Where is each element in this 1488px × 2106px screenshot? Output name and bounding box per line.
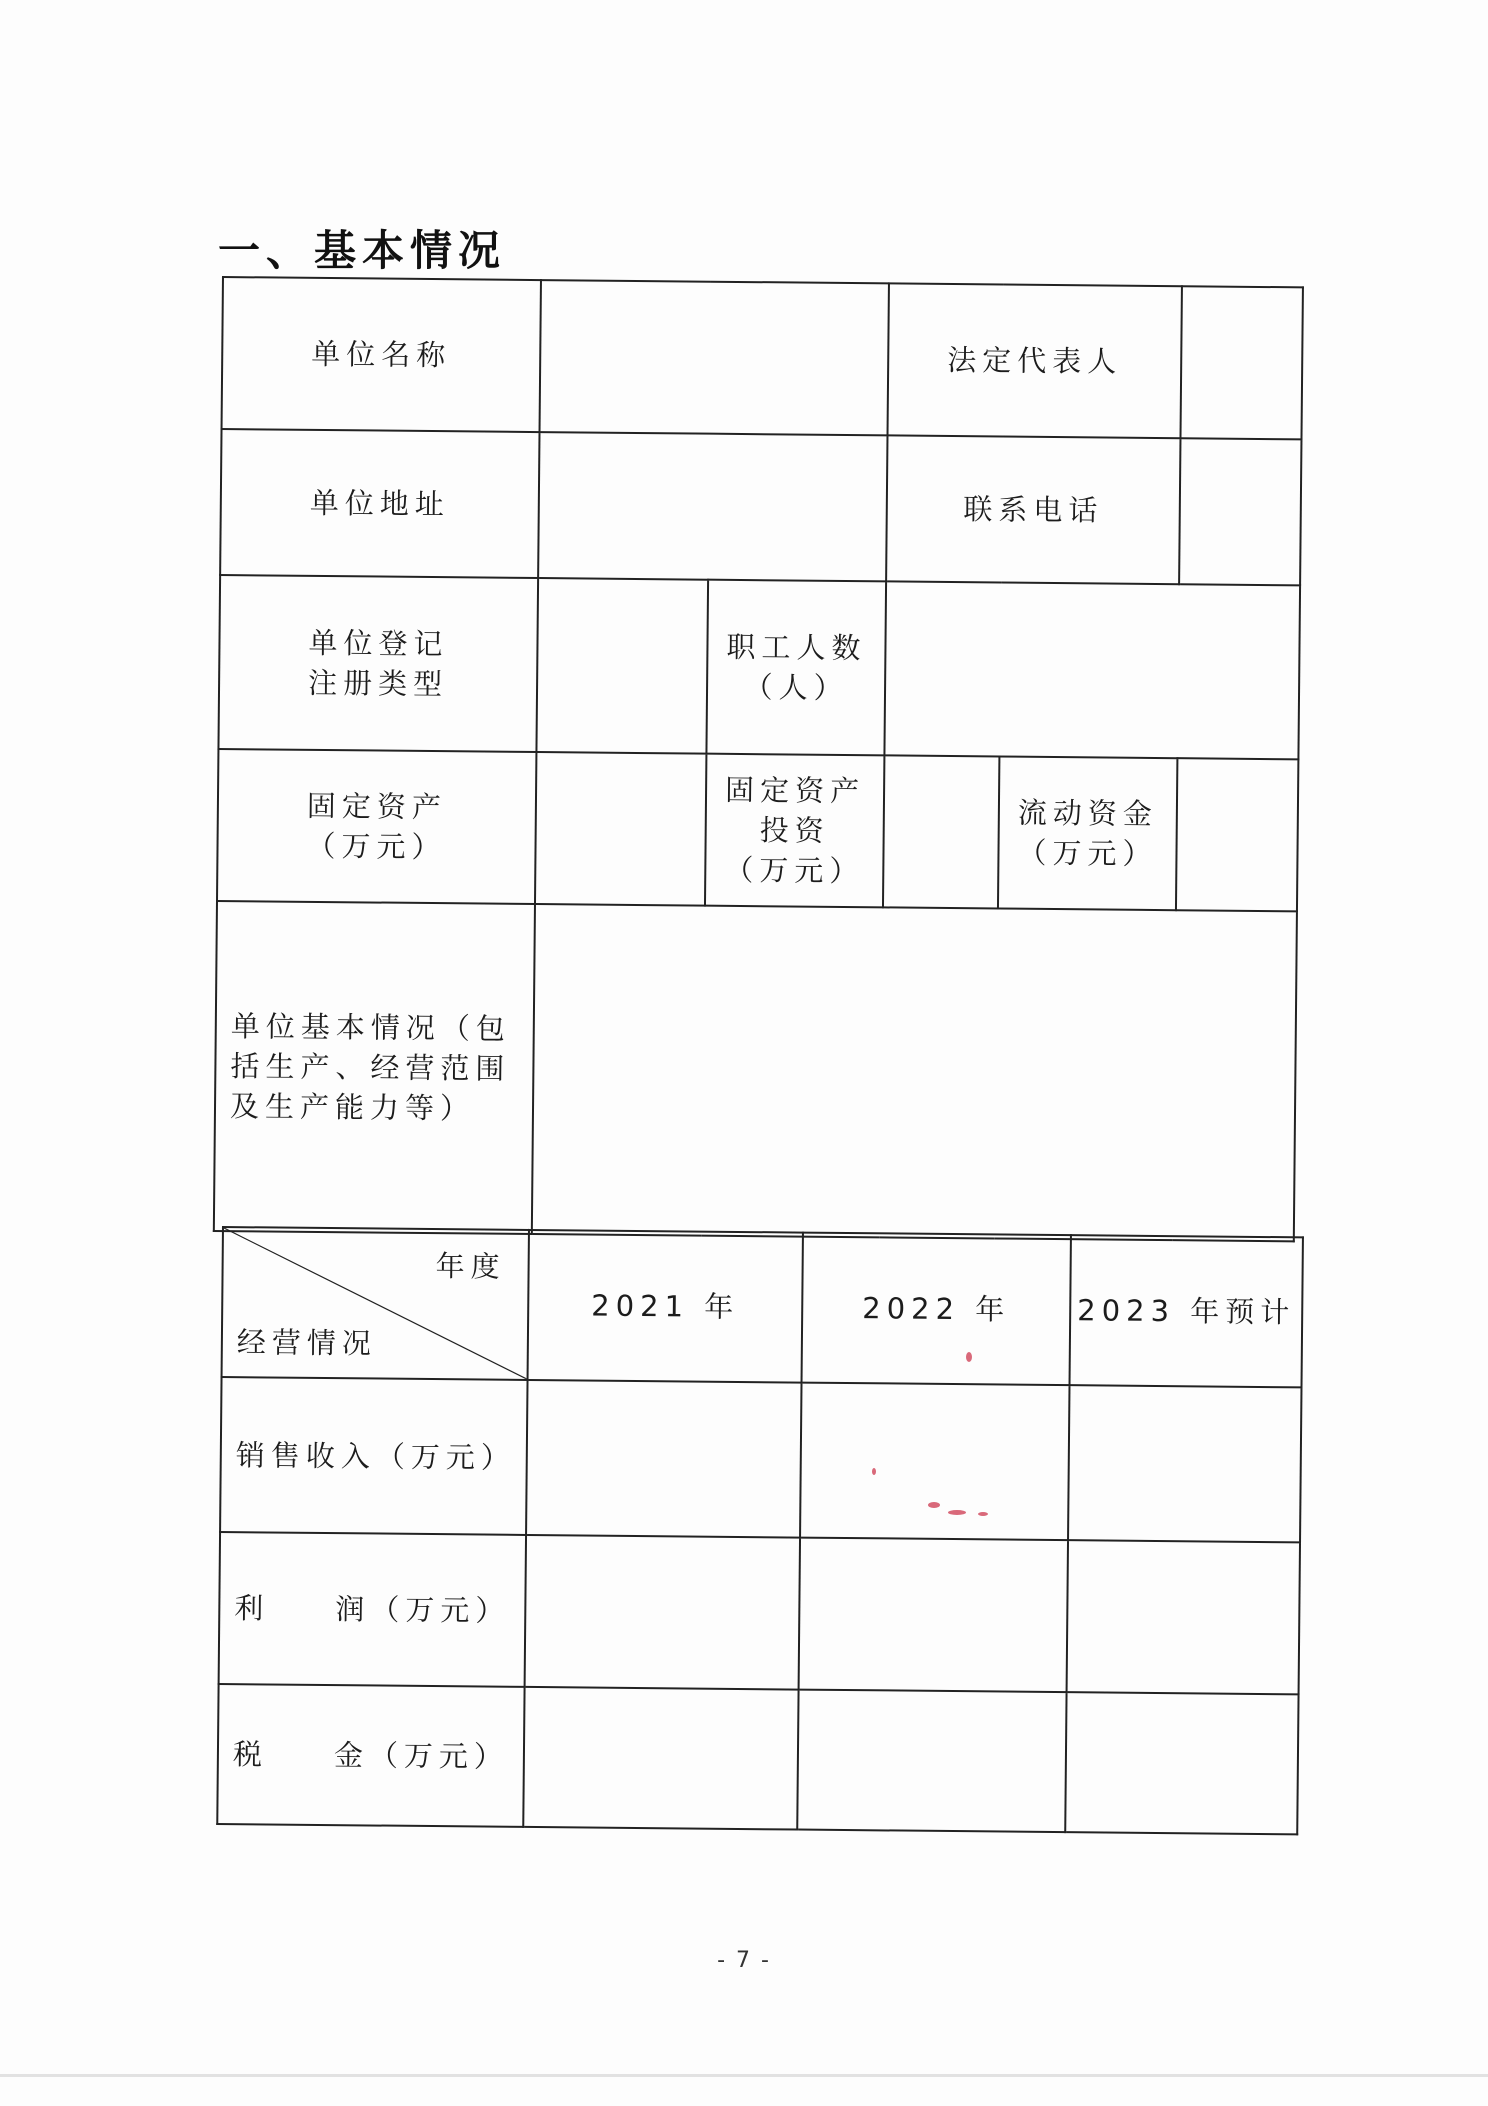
basic-info-table <box>213 276 1304 1242</box>
fixed-assets-label <box>217 749 536 904</box>
reg-type-value[interactable] <box>536 578 708 754</box>
stamp-residue <box>978 1512 988 1516</box>
reg-type-label <box>218 575 538 752</box>
fixed-assets-label-line: （万元） <box>306 828 447 865</box>
fixed-invest-label-line: （万元） <box>724 852 865 889</box>
reg-type-label-line: 单位登记 <box>308 625 449 662</box>
tax-label-a: 税 <box>232 1737 269 1772</box>
overview-label <box>214 901 535 1234</box>
address-label: 单位地址 <box>220 429 539 578</box>
stamp-residue <box>948 1510 966 1515</box>
year-2021-header: 2021 年 <box>528 1230 803 1383</box>
page-number: - 7 - <box>717 1948 771 1973</box>
staff-count-value[interactable] <box>884 581 1300 759</box>
table-row <box>222 277 1303 439</box>
sales-label: 销售收入（万元） <box>220 1377 527 1535</box>
staff-count-label <box>706 580 886 756</box>
section-heading: 一、基本情况 <box>218 226 507 275</box>
year-header: 年度 <box>435 1249 506 1284</box>
table-row <box>217 749 1298 911</box>
overview-label-line: 单位基本情况（包 <box>230 1009 511 1046</box>
table-row <box>220 1377 1301 1542</box>
phone-label: 联系电话 <box>886 435 1180 584</box>
sales-2023-value[interactable] <box>1068 1385 1301 1542</box>
stamp-residue <box>966 1352 972 1362</box>
table-row <box>219 1532 1300 1694</box>
fixed-invest-label-line: 投资 <box>759 813 830 848</box>
stamp-residue <box>872 1468 876 1475</box>
fixed-invest-label-line: 固定资产 <box>724 772 866 809</box>
legal-rep-label: 法定代表人 <box>888 283 1182 438</box>
profit-label-b: 润（万元） <box>335 1592 511 1628</box>
table-row <box>217 1684 1298 1834</box>
year-2023-header: 2023 年预计 <box>1070 1235 1303 1387</box>
profit-2021-value[interactable] <box>525 1535 800 1690</box>
working-capital-label <box>998 756 1177 910</box>
fixed-invest-value[interactable] <box>883 755 999 908</box>
overview-label-line: 及生产能力等） <box>229 1089 476 1126</box>
profit-2023-value[interactable] <box>1067 1540 1300 1694</box>
fixed-invest-label <box>705 754 884 908</box>
table-row <box>222 1227 1303 1387</box>
table-row <box>218 575 1300 759</box>
tax-2023-value[interactable] <box>1065 1692 1298 1834</box>
unit-name-label: 单位名称 <box>222 277 541 432</box>
tax-2022-value[interactable] <box>797 1690 1066 1833</box>
tax-2021-value[interactable] <box>523 1687 798 1830</box>
operations-table <box>216 1226 1304 1835</box>
table-row <box>214 901 1297 1241</box>
profit-label-a: 利 <box>234 1591 270 1626</box>
unit-name-value[interactable] <box>540 280 889 435</box>
scan-edge <box>0 2074 1488 2077</box>
tax-label-b: 金（万元） <box>333 1738 510 1774</box>
fixed-assets-value[interactable] <box>535 752 706 906</box>
ops-header: 经营情况 <box>236 1325 378 1361</box>
working-capital-label-line: （万元） <box>1017 835 1158 872</box>
overview-label-line: 括生产、经营范围 <box>230 1049 511 1086</box>
legal-rep-value[interactable] <box>1181 286 1303 439</box>
profit-2022-value[interactable] <box>799 1538 1068 1693</box>
stamp-residue <box>928 1502 940 1508</box>
fixed-assets-label-line: 固定资产 <box>306 788 448 825</box>
table-row <box>220 429 1301 585</box>
address-value[interactable] <box>538 432 887 581</box>
overview-value[interactable] <box>532 904 1297 1241</box>
reg-type-label-line: 注册类型 <box>307 665 449 702</box>
year-2022-header: 2022 年 <box>802 1233 1071 1386</box>
sales-2021-value[interactable] <box>526 1380 801 1538</box>
diagonal-header-cell <box>222 1227 529 1380</box>
staff-count-label-line: （人） <box>743 670 849 706</box>
profit-label <box>219 1532 526 1687</box>
staff-count-label-line: 职工人数 <box>726 629 867 666</box>
sales-2022-value[interactable] <box>800 1383 1069 1541</box>
tax-label <box>217 1684 524 1827</box>
working-capital-value[interactable] <box>1176 758 1298 911</box>
working-capital-label-line: 流动资金 <box>1017 795 1159 832</box>
phone-value[interactable] <box>1179 438 1301 585</box>
